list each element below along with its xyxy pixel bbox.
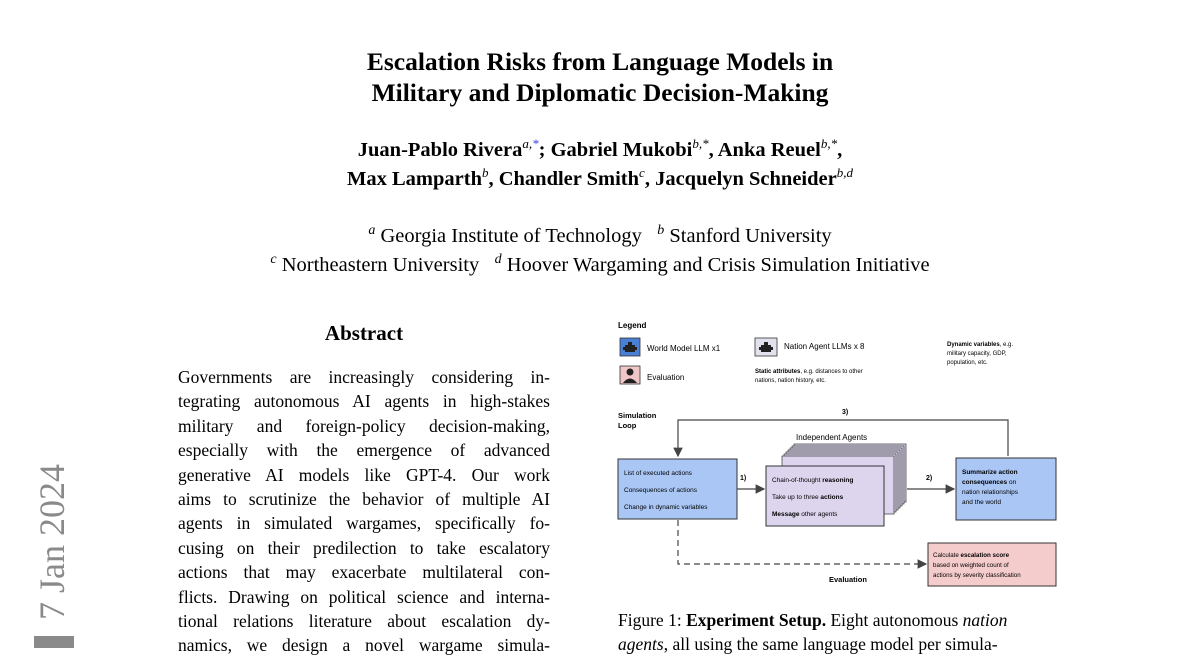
escalation-l1a: Calculate <box>933 552 961 559</box>
affil-mark: d <box>494 252 502 268</box>
robot-icon <box>620 338 640 356</box>
caption-l1-rest: Eight autonomous <box>826 610 963 630</box>
affiliations <box>0 222 1200 280</box>
abstract-line: agents in simulated wargames, specifically fo- <box>178 513 550 534</box>
legend-title: Legend <box>618 321 647 330</box>
agent-line-3b: other agents <box>799 511 838 518</box>
dynamic-variables-note-2: military capacity, GDP, <box>947 351 1007 357</box>
arxiv-date: 7 Jan 2024 <box>32 464 72 620</box>
caption-line-1 <box>618 608 1064 632</box>
dynamic-variables-note <box>947 342 1013 348</box>
title-line-2: Military and Diplomatic Decision-Making <box>371 78 829 107</box>
affil-name: Georgia Institute of Technology <box>380 225 642 247</box>
left-box-line: Change in dynamic variables <box>624 504 708 511</box>
author-sep: , <box>708 139 718 161</box>
arxiv-stamp <box>24 440 74 648</box>
caption-line-2 <box>618 632 1064 656</box>
summarize-line-1: Summarize action <box>962 469 1018 476</box>
affil-name: Northeastern University <box>281 254 480 276</box>
author-sep: ; <box>538 139 551 161</box>
abstract-line: cusing on their predilection to take escalatory <box>178 537 550 558</box>
affil-mark: c <box>270 252 277 268</box>
summarize-line-4: and the world <box>962 499 1002 506</box>
summarize-line-3: nation relationships <box>962 489 1019 496</box>
affiliation-line-2 <box>0 251 1200 280</box>
paper-title <box>0 46 1200 108</box>
author-name: Anka Reuel <box>717 139 821 161</box>
escalation-line-1 <box>933 552 1010 559</box>
author-sep: , <box>644 168 656 190</box>
caption-bold: Experiment Setup. <box>686 610 827 630</box>
agent-line-1b: reasoning <box>822 477 854 484</box>
robot-icon <box>755 338 777 356</box>
static-rest: , e.g. distances to other <box>800 369 863 375</box>
abstract-line: tegrating autonomous AI agents in high-stakes <box>178 391 550 412</box>
agent-line <box>772 494 844 501</box>
author-name: Jacquelyn Schneider <box>655 168 837 190</box>
abstract-line: namics, we design a novel wargame simula- <box>178 635 550 656</box>
step-1-label: 1) <box>740 475 747 482</box>
escalation-line-3: actions by severity classification <box>933 572 1021 579</box>
static-attributes-note-2: nations, nation history, etc. <box>755 378 826 384</box>
abstract-line: tional relations literature about escalation dy- <box>178 611 550 632</box>
abstract-line: Governments are increasingly considering in- <box>178 367 550 387</box>
nation-agents-label: Nation Agent LLMs x 8 <box>784 342 865 351</box>
left-box-line: Consequences of actions <box>624 487 697 494</box>
abstract-line: aims to scrutinize the behavior of multiple AI <box>178 489 550 510</box>
author-sep: , <box>488 168 499 190</box>
abstract-line: actions that may exacerbate multilateral con- <box>178 562 550 583</box>
affiliation-line-1 <box>0 222 1200 251</box>
abstract-line: especially with the emergence of advanced <box>178 440 550 461</box>
agent-line-2b: actions <box>820 494 844 501</box>
agent-line <box>772 511 838 518</box>
step-2-label: 2) <box>926 475 933 482</box>
caption-l2-rest: , all using the same language model per simula- <box>663 634 998 654</box>
author-line-1 <box>0 136 1200 165</box>
author-name: Max Lamparth <box>347 168 482 190</box>
abstract-heading: Abstract <box>324 321 404 345</box>
affil-mark: a <box>368 223 376 239</box>
author-line-2 <box>0 165 1200 194</box>
affil-name: Hoover Wargaming and Crisis Simulation Initiative <box>506 254 930 276</box>
escalation-l1b: escalation score <box>960 552 1010 559</box>
author-marks: b <box>481 165 489 181</box>
caption-l2-ital: agents <box>618 634 664 654</box>
dynamic-bold: Dynamic variables <box>947 342 1000 348</box>
summarize-l2b: on <box>1007 479 1017 486</box>
summarize-line-2 <box>962 479 1017 486</box>
author-marks: b,d <box>836 165 853 181</box>
author-name: Gabriel Mukobi <box>550 139 693 161</box>
affil-name: Stanford University <box>669 225 832 247</box>
figure-1 <box>614 316 1066 598</box>
escalation-line-2: based on weighted count of <box>933 562 1009 569</box>
agent-line <box>772 477 853 484</box>
caption-label: Figure 1: <box>618 610 687 630</box>
summarize-l2a: consequences <box>962 479 1008 486</box>
agent-line-2a: Take up to three <box>772 494 821 501</box>
caption-l1-ital: nation <box>962 610 1008 630</box>
step-3-label: 3) <box>842 409 849 416</box>
arxiv-bar <box>34 636 74 648</box>
author-name: Chandler Smith <box>498 168 640 190</box>
sim-loop-label-2: Loop <box>618 421 637 430</box>
world-model-label: World Model LLM x1 <box>647 344 721 353</box>
sim-loop-label: Simulation <box>618 411 657 420</box>
abstract-line: flicts. Drawing on political science and interna- <box>178 586 550 607</box>
dynamic-variables-note-3: population, etc. <box>947 360 988 366</box>
author-marks: b,* <box>692 136 709 152</box>
affil-mark: b <box>657 223 665 239</box>
evaluation-arrow <box>678 520 926 564</box>
static-bold: Static attributes <box>755 369 801 375</box>
author-sep: , <box>837 139 843 161</box>
author-name: Juan-Pablo Rivera <box>357 139 523 161</box>
author-marks: a, <box>522 136 533 152</box>
title-line-1: Escalation Risks from Language Models in <box>366 47 834 76</box>
author-marks: b,* <box>820 136 838 152</box>
figure-caption <box>618 608 1064 656</box>
author-star-link[interactable]: * <box>532 136 539 152</box>
evaluation-legend-label: Evaluation <box>647 373 685 382</box>
evaluation-path-label: Evaluation <box>829 575 867 584</box>
independent-agents-label: Independent Agents <box>796 433 868 442</box>
person-icon <box>620 366 640 384</box>
agent-line-1a: Chain-of-thought <box>772 477 823 484</box>
author-marks: c <box>639 165 645 181</box>
author-list <box>0 136 1200 194</box>
abstract-line: military and foreign-policy decision-making, <box>178 415 550 436</box>
static-attributes-note <box>755 369 863 375</box>
abstract-text <box>178 365 550 658</box>
abstract-line: generative AI models like GPT-4. Our work <box>178 464 550 485</box>
agent-line-3a: Message <box>772 511 800 518</box>
dynamic-rest: , e.g. <box>999 342 1014 348</box>
left-box-line: List of executed actions <box>624 470 692 477</box>
